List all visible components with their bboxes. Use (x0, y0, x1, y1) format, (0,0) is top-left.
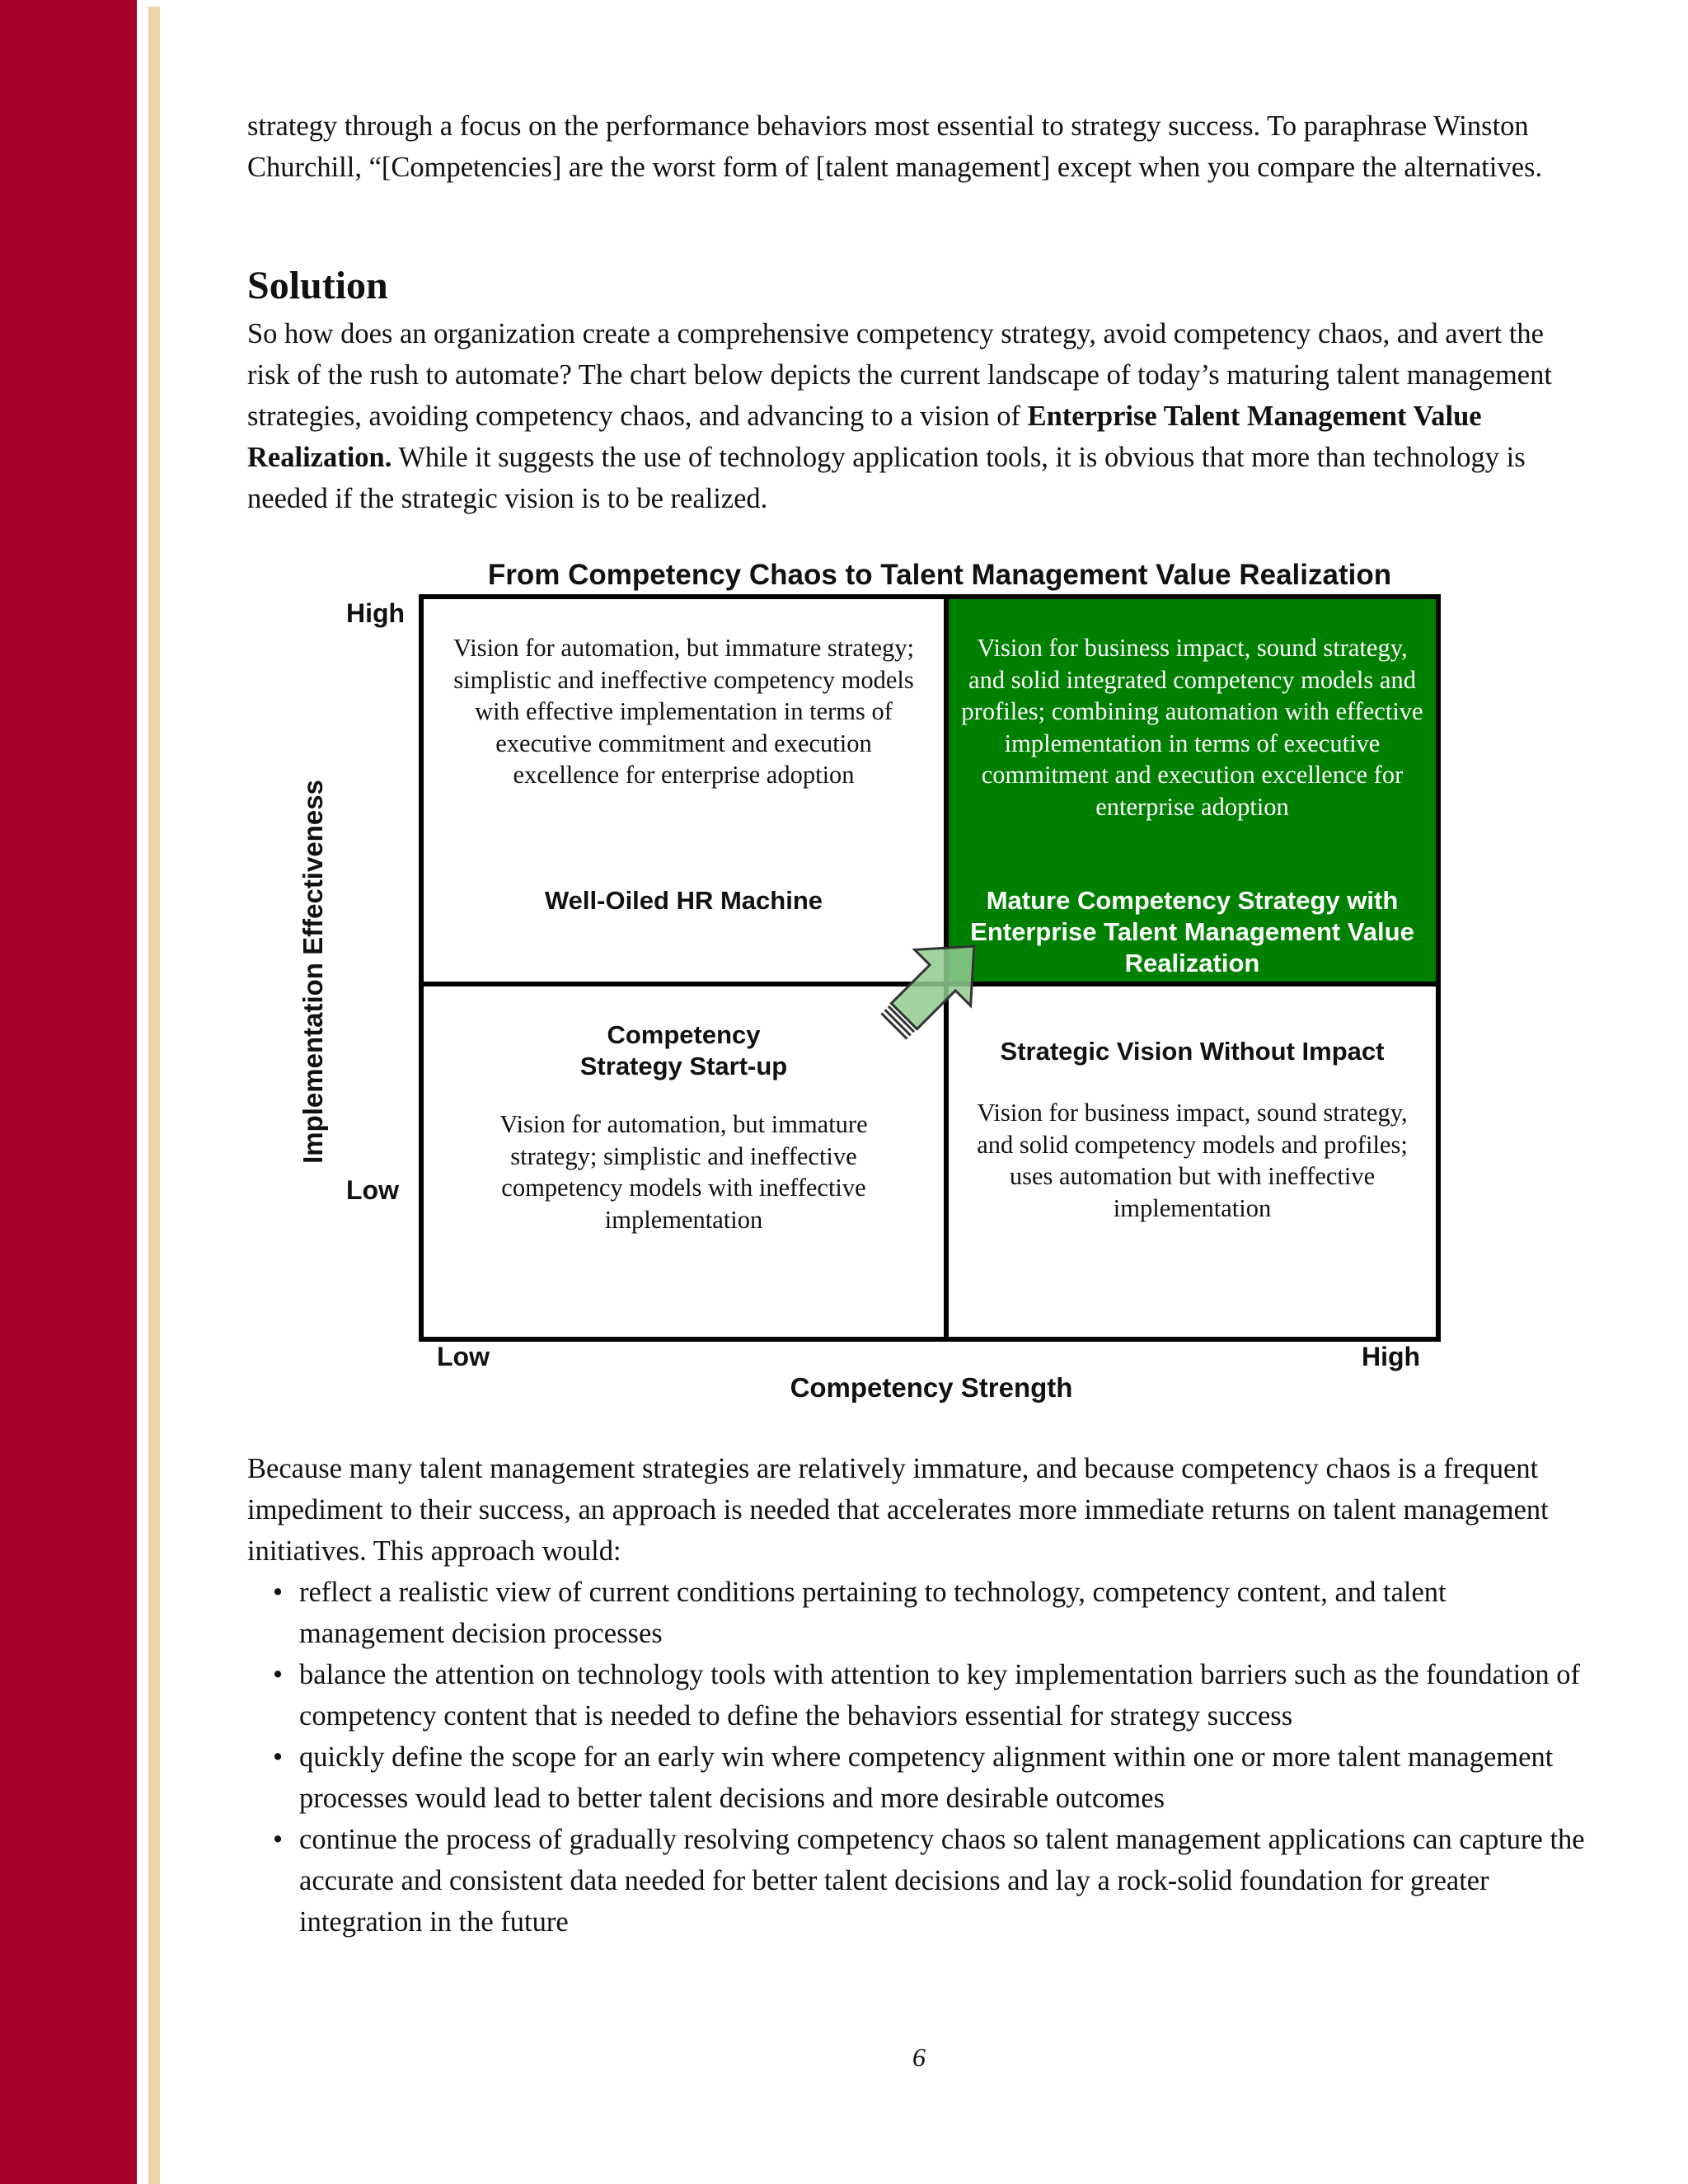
list-item-text: reflect a realistic view of current conditions pertaining to technology, competency content, and talent management decision processes (299, 1577, 1447, 1649)
bullet-icon: • (273, 1659, 284, 1690)
quadrant-bottom-left-title: Competency Strategy Start-up (579, 1020, 788, 1080)
approach-paragraph: Because many talent management strategies are relatively immature, and because competency chaos is a frequent impediment to their success, an approach is needed that accelerates more immediate returns on talent management initiatives. This approach would: (247, 1453, 1549, 1567)
list-item-text: continue the process of gradually resolving competency chaos so talent management applications can capture the accurate and consistent data needed for better talent decisions and lay a rock-solid foundation for greater integration in the future (299, 1824, 1585, 1938)
quadrant-top-left (424, 599, 946, 984)
quadrant-top-left-title: Well-Oiled HR Machine (544, 886, 823, 915)
bullet-icon: • (273, 1741, 284, 1773)
list-item (247, 1572, 1587, 1654)
x-axis-high-label: High (1362, 1342, 1421, 1371)
quadrant-bottom-right (946, 984, 1436, 1337)
chart-title: From Competency Chaos to Talent Management Value Realization (487, 559, 1392, 591)
y-axis-title: Implementation Effectiveness (298, 780, 328, 1164)
list-item (247, 1819, 1587, 1943)
approach-bullet-list (247, 1572, 1587, 1943)
solution-text-b: While it suggests the use of technology application tools, it is obvious that more than technology is needed if the strategic vision is to be realized. (247, 442, 1526, 514)
quadrant-bottom-right-description: Vision for business impact, sound strategy, and solid competency models and profiles; uses automation but with ineffective implementation (977, 1099, 1408, 1222)
x-axis-title: Competency Strength (790, 1372, 1073, 1403)
y-axis-low-label: Low (346, 1175, 399, 1205)
left-margin-tan-stripe (148, 7, 160, 2184)
bullet-icon: • (273, 1824, 284, 1855)
quadrant-bottom-right-title: Strategic Vision Without Impact (1000, 1037, 1385, 1066)
intro-paragraph: strategy through a focus on the performance behaviors most essential to strategy success. To paraphrase Winston Churchill, “[Competencies] are the worst form of [talent management] except when you compare the alternatives. (247, 110, 1543, 183)
x-axis-low-label: Low (437, 1342, 490, 1371)
quadrant-top-right-description: Vision for business impact, sound strategy, and solid integrated competency models and profiles; combining automation with effective implementation in terms of executive commitment and execution excellence for enterprise adoption (961, 634, 1423, 821)
quadrant-top-left-description: Vision for automation, but immature strategy; simplistic and ineffective competency models with effective implementation in terms of executive commitment and execution excellence for enterprise adoption (453, 634, 914, 789)
left-margin-red-bar (0, 0, 137, 2184)
list-item-text: balance the attention on technology tools with attention to key implementation barriers such as the foundation of competency content that is needed to define the behaviors essential for strategy success (299, 1659, 1581, 1732)
solution-text-a: So how does an organization create a comprehensive competency strategy, avoid competency chaos, and avert the risk of the rush to automate? The chart below depicts the current landscape of today’s maturing talent management strategies, avoiding competency chaos, and advancing to a vision of (247, 318, 1552, 432)
list-item (247, 1736, 1587, 1819)
progress-arrow-icon (874, 915, 1014, 1047)
list-item-text: quickly define the scope for an early win where competency alignment within one or more talent management processes would lead to better talent decisions and more desirable outcomes (299, 1741, 1554, 1814)
quadrant-bottom-left (424, 984, 946, 1337)
quadrant-top-right (946, 599, 1436, 984)
bullet-icon: • (273, 1577, 284, 1608)
list-item (247, 1654, 1587, 1736)
quadrant-bottom-left-description: Vision for automation, but immature strategy; simplistic and ineffective competency models with ineffective implementation (499, 1110, 868, 1234)
y-axis-high-label: High (346, 598, 406, 628)
page-number: 6 (912, 2042, 926, 2072)
solution-bold-phrase: Enterprise Talent Management Value Realization. (247, 401, 1482, 473)
section-heading-solution: Solution (247, 264, 388, 307)
quadrant-top-right-title: Mature Competency Strategy with Enterprise Talent Management Value Realization (970, 886, 1414, 977)
solution-paragraph (247, 313, 1587, 519)
